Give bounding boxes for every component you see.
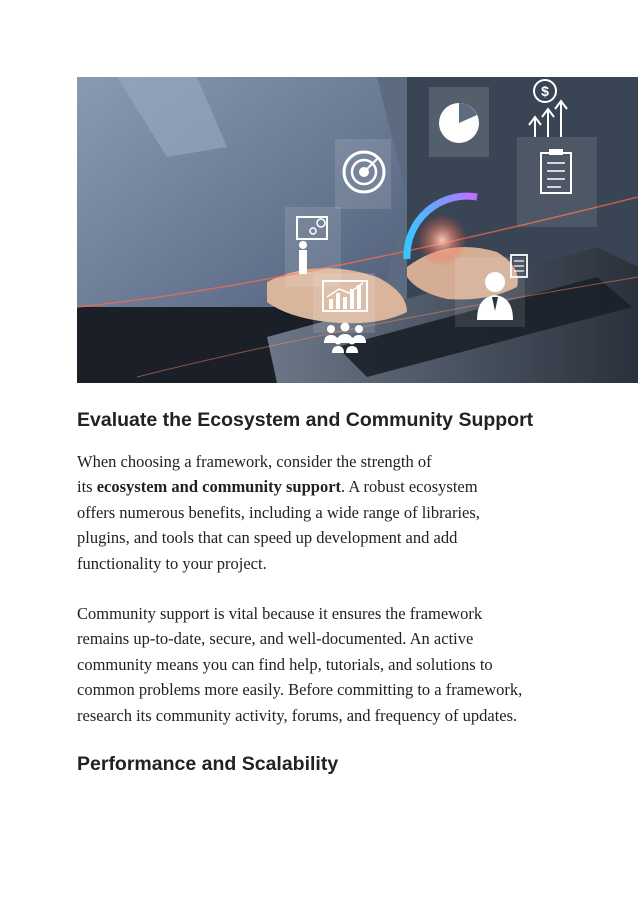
text-line: offers numerous benefits, including a wide range of libraries, — [77, 502, 480, 522]
text-line: remains up-to-date, secure, and well-documented. An active — [77, 629, 474, 649]
text-line — [77, 474, 577, 499]
text-line: research its community activity, forums, and frequency of updates. — [77, 705, 518, 725]
target-icon — [335, 139, 391, 209]
text-line: When choosing a framework, consider the strength of — [77, 452, 432, 471]
businessman-icon — [455, 257, 525, 327]
text-line: Community support is vital because it ensures the framework — [77, 604, 483, 623]
hero-image — [77, 77, 638, 383]
text-line: plugins, and tools that can speed up development and add — [77, 528, 458, 548]
text-segment: its — [77, 477, 97, 497]
paragraph-ecosystem — [77, 449, 577, 576]
text-segment: . A robust ecosystem — [341, 477, 478, 497]
text-line: common problems more easily. Before committing to a framework, — [77, 680, 523, 700]
svg-text:$: $ — [541, 83, 549, 99]
section-heading-performance: Performance and Scalability — [77, 753, 339, 775]
text-line: functionality to your project. — [77, 553, 267, 573]
bold-phrase: ecosystem and community support — [96, 477, 342, 497]
section-heading-ecosystem: Evaluate the Ecosystem and Community Support — [77, 409, 534, 431]
clipboard-icon — [517, 137, 597, 227]
hero-illustration — [77, 77, 638, 383]
paragraph-community — [77, 601, 577, 728]
pie-chart-icon — [429, 87, 489, 157]
text-line: community means you can find help, tutorials, and solutions to — [77, 654, 493, 674]
